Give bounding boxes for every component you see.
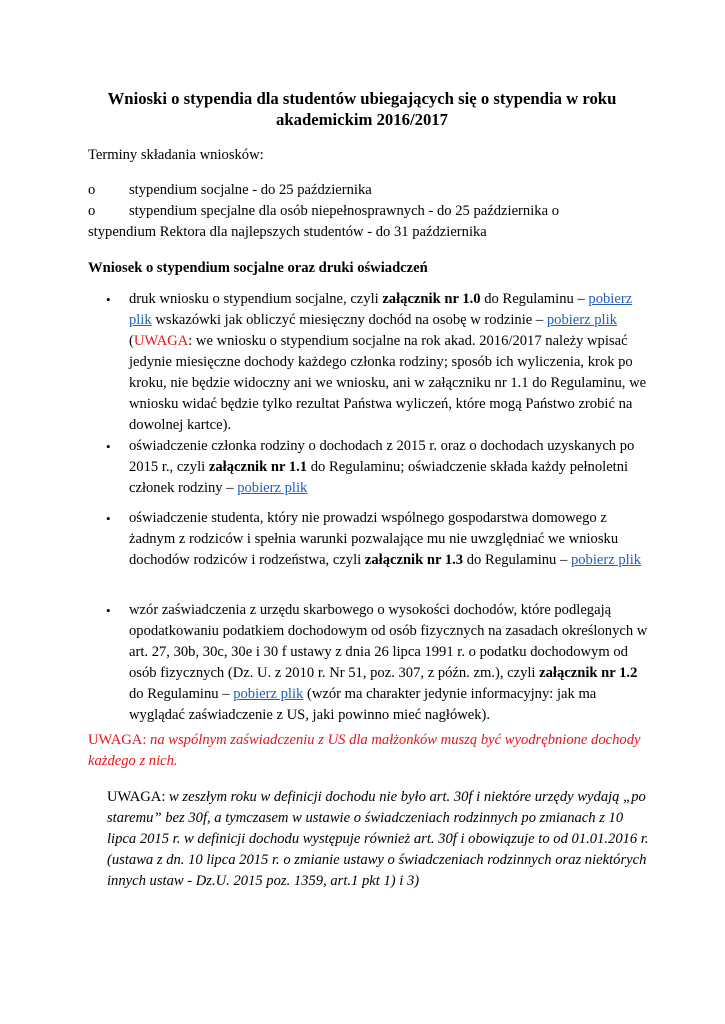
text-span: (wzór ma charakter jedynie informacyjny: jak ma wyglądać zaświadczenie z US, jaki powinno mieć nagłówek).	[129, 686, 597, 723]
warning-text: w zeszłym roku w definicji dochodu nie było art. 30f i niektóre urzędy wydają „po staremu” bez 30f, a tymczasem w ustawie o świadczeniach rodzinnych po zmianach z 10 lipca 2015 r. w definicji dochodu występuje również art. 30f i obowiązuje to od 01.01.2016 r. (ustawa z dn. 10 lipca 2015 r. o zmianie ustawy o świadczeniach rodzinnych oraz niektórych innych ustaw - Dz.U. 2015 poz. 1359, art.1 pkt 1) i 3)	[107, 789, 649, 889]
deadline-item-rector: stypendium Rektora dla najlepszych studentów - do 31 października	[88, 224, 487, 240]
attachment-label: załącznik nr 1.0	[382, 291, 481, 307]
text-span: wzór zaświadczenia z urzędu skarbowego o wysokości dochodów, które podlegają opodatkowaniu podatkiem dochodowym od osób fizycznych na zasadach określonych w art. 27, 30b, 30c, 30e i 30 f ustawy z dnia 26 lipca 1991 r. o podatku dochodowym od osób fizycznych (Dz. U. z 2010 r. Nr 51, poz. 307, z późn. zm.), czyli	[129, 602, 648, 681]
text-span: (	[129, 333, 134, 349]
warning-note-spouses	[88, 730, 648, 772]
warning-note-definition	[107, 787, 652, 892]
text-span: do Regulaminu; oświadczenie składa każdy pełnoletni członek rodziny –	[129, 459, 629, 496]
list-item-student-statement	[129, 508, 649, 571]
bullet-marker: •	[106, 511, 111, 526]
page-title: Wnioski o stypendia dla studentów ubiegających się o stypendia w roku akademickim 2016/2017	[107, 89, 617, 129]
list-item-family-statement	[129, 436, 649, 499]
bullet-marker: •	[106, 292, 111, 307]
bullet-marker: •	[106, 439, 111, 454]
text-span: oświadczenie członka rodziny o dochodach z 2015 r. oraz o dochodach uzyskanych po 2015 r., czyli	[129, 438, 635, 475]
text-span: : we wniosku o stypendium socjalne na rok akad. 2016/2017 należy wpisać jedynie miesięczne dochody każdego członka rodziny; sposób ich wyliczenia, krok po kroku, nie będzie widoczny ani we wniosku, ani w załączniku nr 1.1 do Regulaminu, we wniosku widać będzie tylko rezultat Państwa wyliczeń, które mogą Państwo zrobić na dowolnej kartce).	[129, 333, 647, 433]
text-span: do Regulaminu –	[129, 686, 234, 702]
download-link[interactable]: pobierz plik	[570, 552, 642, 568]
deadline-item-social: stypendium socjalne - do 25 października	[129, 182, 372, 198]
text-span: do Regulaminu –	[463, 552, 571, 568]
download-link[interactable]: pobierz plik	[546, 312, 617, 328]
warning-label: UWAGA	[133, 333, 189, 349]
attachment-label: załącznik nr 1.3	[364, 552, 464, 568]
list-item-application-form	[129, 289, 649, 436]
warning-label: UWAGA:	[107, 789, 166, 805]
download-link[interactable]: pobierz plik	[233, 686, 304, 702]
deadlines-heading: Terminy składania wniosków:	[88, 147, 264, 163]
text-span: do Regulaminu –	[480, 291, 589, 307]
list-marker: o	[88, 182, 96, 198]
text-span: druk wniosku o stypendium socjalne, czyli	[129, 291, 383, 307]
deadline-item-disabled: stypendium specjalne dla osób niepełnosprawnych - do 25 października o	[129, 203, 559, 219]
attachment-label: załącznik nr 1.2	[539, 665, 638, 681]
warning-label: UWAGA:	[88, 732, 147, 748]
download-link[interactable]: pobierz plik	[129, 291, 633, 328]
attachment-label: załącznik nr 1.1	[208, 459, 308, 475]
section-heading: Wniosek o stypendium socjalne oraz druki oświadczeń	[88, 260, 428, 276]
bullet-marker: •	[106, 603, 111, 618]
download-link[interactable]: pobierz plik	[237, 480, 308, 496]
text-span: oświadczenie studenta, który nie prowadzi wspólnego gospodarstwa domowego z żadnym z rodziców i spełnia warunki pozwalające mu nie uwzględniać we wniosku dochodów rodziców i rodzeństwa, czyli	[129, 510, 619, 568]
list-item-tax-certificate	[129, 600, 649, 726]
warning-text: na wspólnym zaświadczeniu z US dla małżonków muszą być wyodrębnione dochody każdego z nich.	[88, 732, 641, 769]
list-marker: o	[88, 203, 96, 219]
text-span: wskazówki jak obliczyć miesięczny dochód na osobę w rodzinie –	[151, 312, 547, 328]
